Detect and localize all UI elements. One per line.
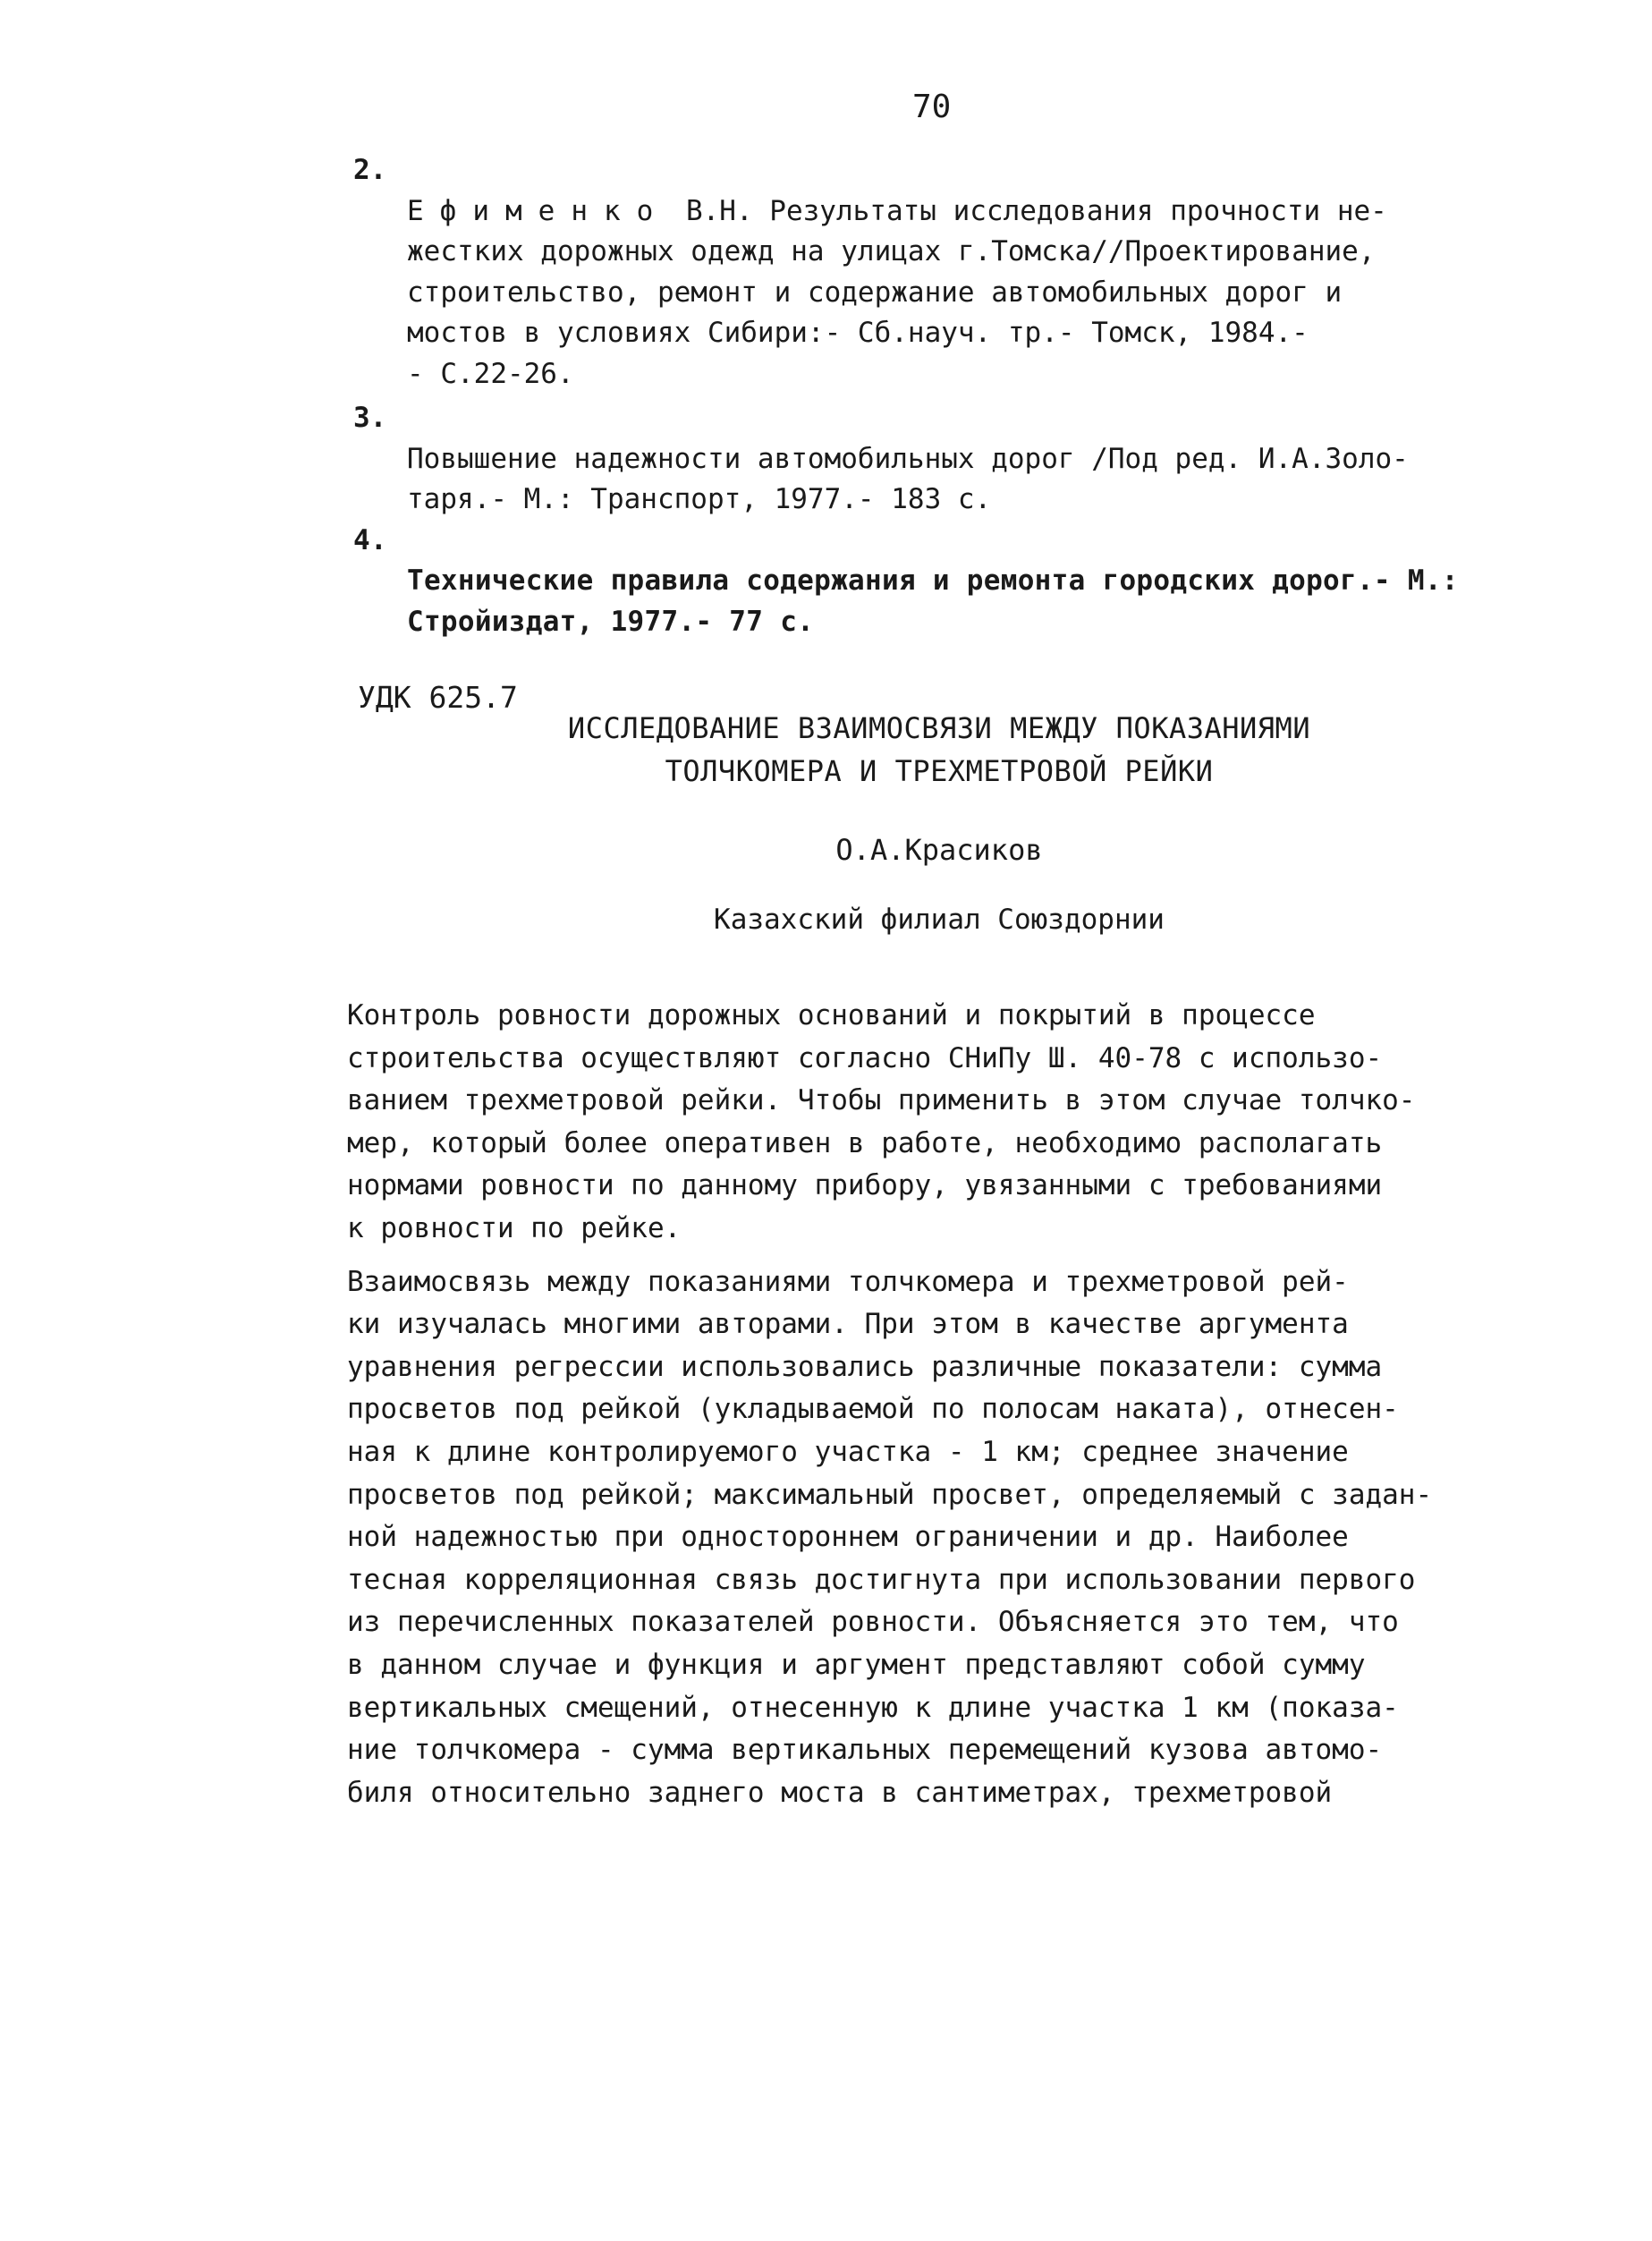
reference-text: Повышение надежности автомобильных дорог /Под ред. И.А.Золо- таря.- М.: Транспорт, 1977.- 183 с. [407, 442, 1409, 515]
article-body [347, 995, 1528, 1825]
body-paragraph-1: Контроль ровности дорожных оснований и покрытий в процессе строительства осуществляют согласно СНиПу Ш. 40-78 с использо- ванием трехметровой рейки. Чтобы применить в этом случае толчко- мер, который более оперативен в работе, необходимо располагать нормами ровности по данному прибору, увязанными с требованиями к ровности по рейке. [347, 999, 1416, 1244]
reference-number: 2. [353, 154, 387, 186]
reference-text: Технические правила содержания и ремонта городских дорог.- М.: Стройиздат, 1977.- 77 с. [407, 564, 1459, 638]
page-number: 70 [912, 89, 952, 125]
reference-item-3 [353, 398, 1516, 521]
author-affiliation: Казахский филиал Союздорнии [714, 904, 1165, 936]
reference-item-4 [353, 521, 1516, 643]
article-title-line-2: ТОЛЧКОМЕРА И ТРЕХМЕТРОВОЙ РЕЙКИ [665, 754, 1214, 788]
reference-number: 4. [353, 523, 387, 556]
reference-number: 3. [353, 402, 387, 434]
reference-item-2 [353, 150, 1516, 395]
body-paragraph-2: Взаимосвязь между показаниями толчкомера и трехметровой рей- ки изучалась многими авторами. При этом в качестве аргумента уравнения регрессии использовались различные показатели: сумма просветов под рейкой (укладываемой по полосам наката), отнесен- ная к длине контролируемого участка - 1 км; среднее значение просветов под рейкой; максимальный просвет, определяемый с задан- ной надежностью при одностороннем ограничении и др. Наиболее тесная корреляционная связь достигнута при использовании первого из перечисленных показателей ровности. Объясняется это тем, что в данном случае и функция и аргумент представляют собой сумму вертикальных смещений, отнесенную к длине участка 1 км (показа- ние толчкомера - сумма вертикальных перемещений кузова автомо- биля относительно заднего моста в сантиметрах, трехметровой [347, 1265, 1433, 1809]
article-title-line-1: ИССЛЕДОВАНИЕ ВЗАИМОСВЯЗИ МЕЖДУ ПОКАЗАНИЯМИ [567, 711, 1311, 745]
reference-author: Ефименко [407, 194, 670, 227]
article-author: О.А.Красиков [835, 833, 1043, 867]
article-title [537, 707, 1342, 793]
udk-code: УДК 625.7 [358, 680, 518, 715]
reference-text: В.Н. Результаты исследования прочности не- жестких дорожных одежд на улицах г.Томска//Проектирование, строительство, ремонт и содержание автомобильных дорог и мостов в условиях Сибири:- Сб.науч. тр.- Томск, 1984.- - С.22-26. [407, 194, 1387, 390]
reference-list [353, 150, 1516, 642]
